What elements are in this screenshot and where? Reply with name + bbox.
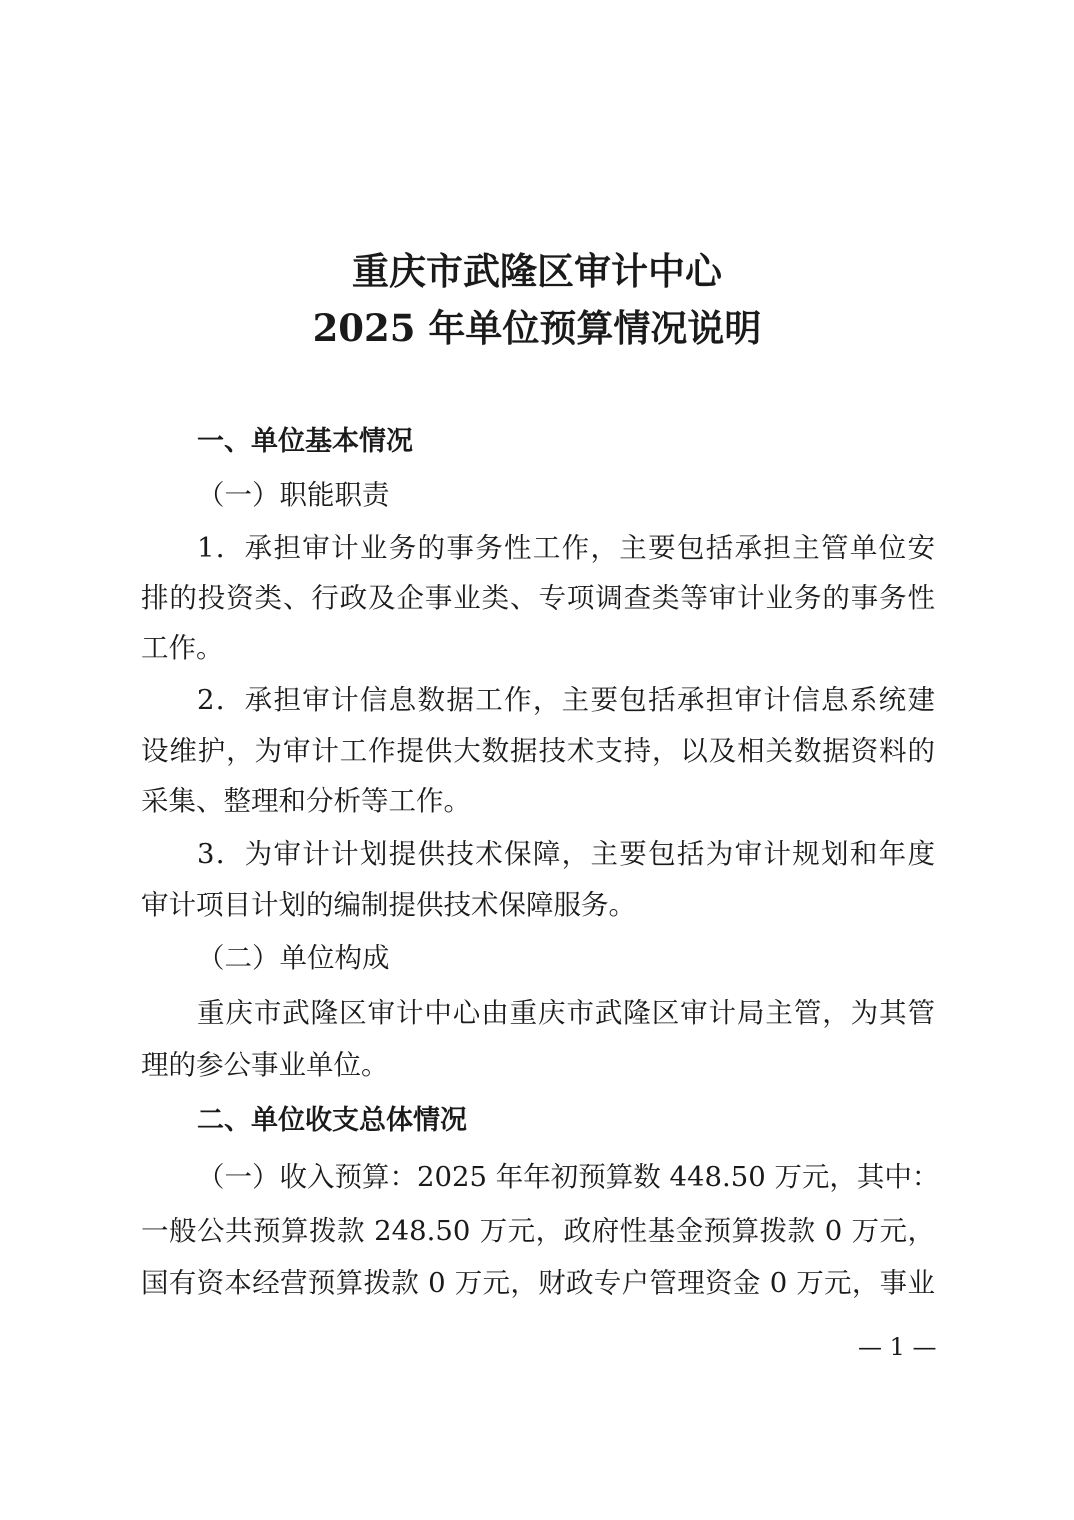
paragraph-line: 一般公共预算拨款 248.50 万元，政府性基金预算拨款 0 万元， [141,1215,935,1247]
paragraph-line: 理的参公事业单位。 [141,1049,389,1081]
subsection-heading-composition: （二）单位构成 [197,942,390,974]
section-heading-income-expenditure: 二、单位收支总体情况 [197,1105,467,1136]
document-title: 重庆市武隆区审计中心 [352,249,722,293]
page-number: — 1 — [858,1333,937,1361]
paragraph-line: （一）收入预算：2025 年年初预算数 448.50 万元，其中： [197,1161,940,1193]
paragraph-line: 审计项目计划的编制提供技术保障服务。 [141,889,636,921]
paragraph-line: 国有资本经营预算拨款 0 万元，财政专户管理资金 0 万元，事业 [141,1267,935,1299]
paragraph-line: 设维护，为审计工作提供大数据技术支持，以及相关数据资料的 [141,735,935,767]
paragraph-line: 1．承担审计业务的事务性工作，主要包括承担主管单位安 [197,532,935,564]
paragraph-line: 重庆市武隆区审计中心由重庆市武隆区审计局主管，为其管 [197,997,935,1029]
paragraph-line: 2．承担审计信息数据工作，主要包括承担审计信息系统建 [197,684,935,716]
document-subtitle: 2025 年单位预算情况说明 [312,306,762,350]
section-heading-basic-info: 一、单位基本情况 [197,426,413,457]
paragraph-line: 排的投资类、行政及企事业类、专项调查类等审计业务的事务性 [141,582,935,614]
paragraph-line: 工作。 [141,632,224,664]
paragraph-line: 采集、整理和分析等工作。 [141,785,471,817]
paragraph-line: 3．为审计计划提供技术保障，主要包括为审计规划和年度 [197,838,935,870]
subsection-heading-functions: （一）职能职责 [197,479,390,511]
